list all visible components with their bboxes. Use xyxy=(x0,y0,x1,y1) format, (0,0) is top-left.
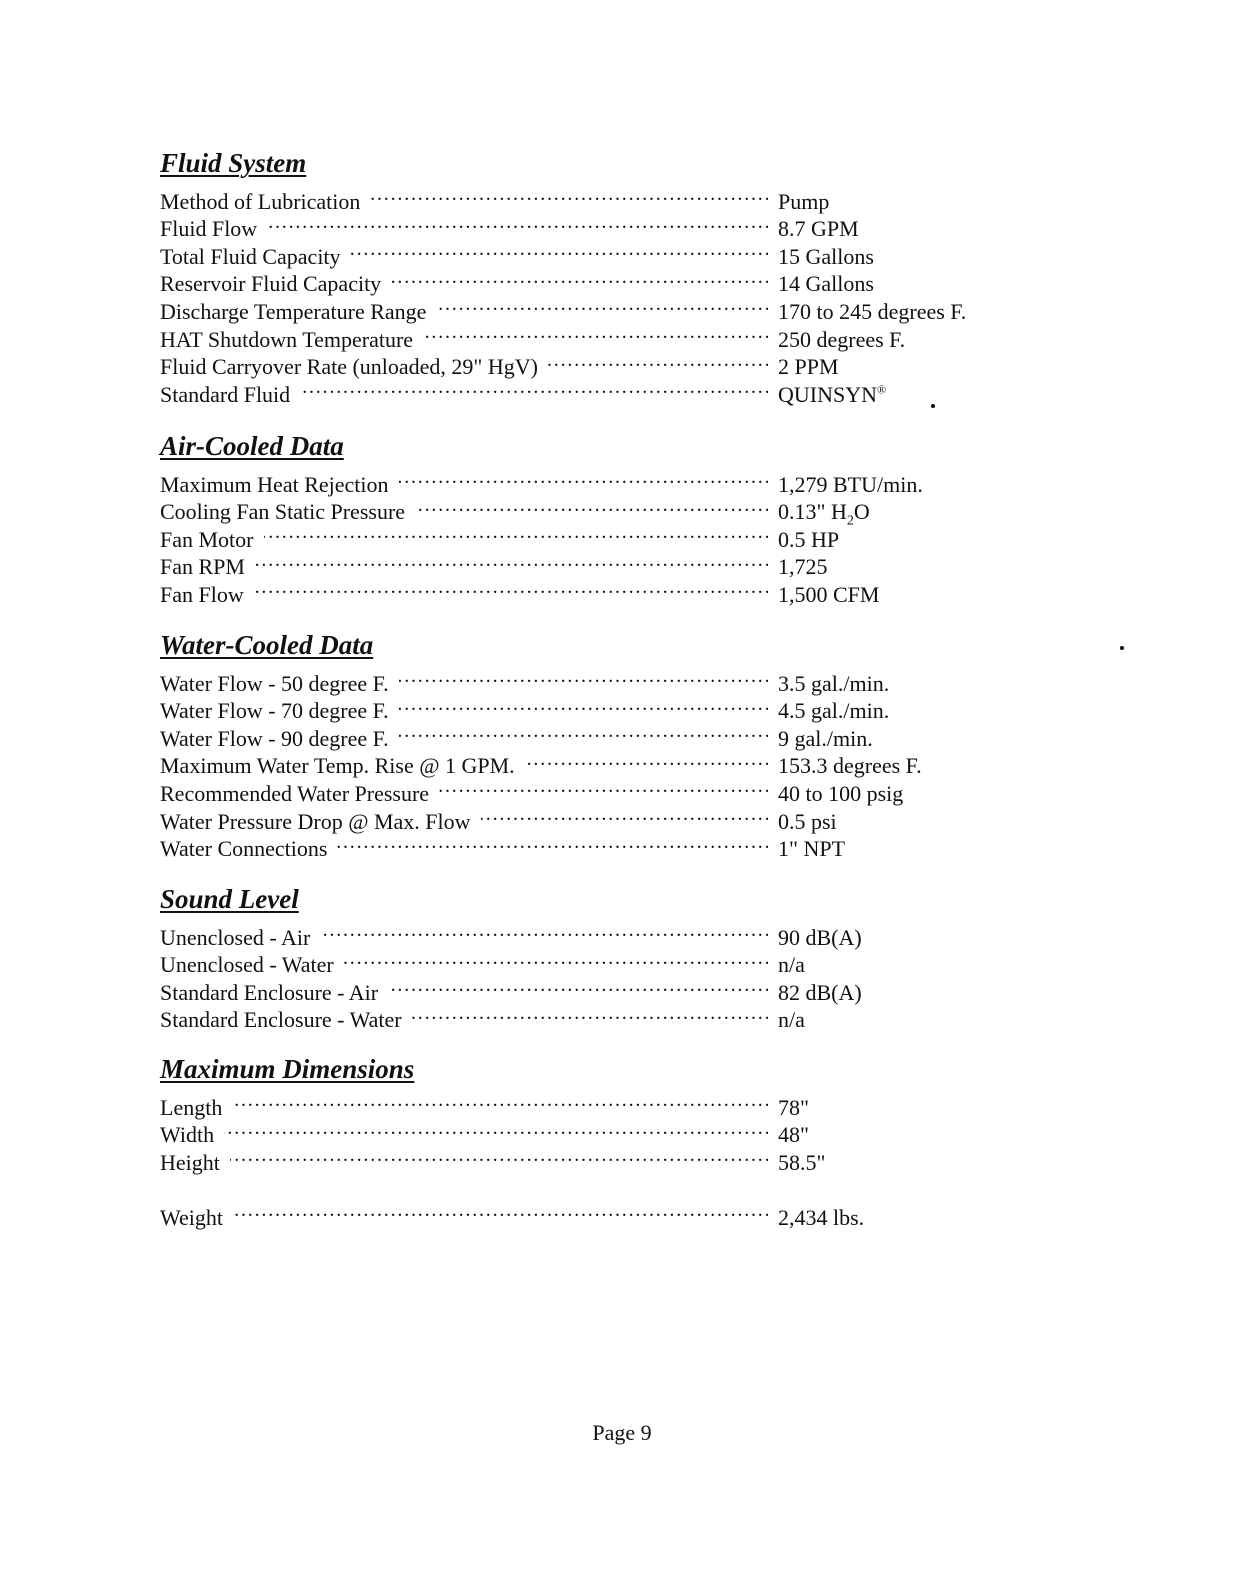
dot-leader xyxy=(300,374,768,402)
spec-value-text: 48" xyxy=(778,1122,809,1148)
spec-value-text: QUINSYN xyxy=(778,381,877,407)
spec-value-text: 1,500 CFM xyxy=(778,581,880,607)
spec-list xyxy=(160,464,990,607)
spec-label: Height xyxy=(160,1149,220,1175)
spec-value xyxy=(778,471,990,499)
spec-label: Fluid Flow xyxy=(160,216,258,242)
spec-value xyxy=(778,553,990,581)
spec-value xyxy=(778,924,990,952)
spec-label: Unenclosed - Air xyxy=(160,924,311,950)
dot-leader xyxy=(436,291,768,319)
spec-value-text: 8.7 GPM xyxy=(778,216,859,242)
spec-value xyxy=(778,979,990,1007)
section-air-cooled-data xyxy=(160,431,990,607)
spec-label: Length xyxy=(160,1094,223,1120)
dot-leader xyxy=(264,519,769,547)
spec-value-text: 1,279 BTU/min. xyxy=(778,471,923,497)
spec-row-weight xyxy=(160,1197,990,1230)
spec-value xyxy=(778,951,990,979)
spec-label: Water Flow - 90 degree F. xyxy=(160,725,389,751)
spec-value-text: 0.5 HP xyxy=(778,526,840,552)
spec-row xyxy=(160,181,990,214)
spec-value-text: 0.13" H xyxy=(778,499,847,525)
spec-value-text: 40 to 100 psig xyxy=(778,780,904,806)
spec-value xyxy=(778,1094,990,1122)
spec-label: Cooling Fan Static Pressure xyxy=(160,499,406,525)
spec-value xyxy=(778,215,990,243)
spec-value-text: 4.5 gal./min. xyxy=(778,698,890,724)
spec-value xyxy=(778,835,990,863)
spec-label: Maximum Water Temp. Rise @ 1 GPM. xyxy=(160,753,515,779)
spec-value-text: 58.5" xyxy=(778,1149,826,1175)
dot-leader xyxy=(399,718,768,746)
spec-label: Method of Lubrication xyxy=(160,188,361,214)
section-title: Maximum Dimensions xyxy=(160,1054,415,1084)
spec-value-text: 170 to 245 degrees F. xyxy=(778,298,967,324)
dot-leader xyxy=(391,264,768,292)
registered-mark: ® xyxy=(877,382,887,397)
dot-leader xyxy=(370,181,768,209)
spec-value-text: 82 dB(A) xyxy=(778,979,862,1005)
spec-value: 2,434 lbs. xyxy=(778,1204,865,1230)
page-number: Page 9 xyxy=(592,1420,652,1445)
spec-value-text: n/a xyxy=(778,1007,805,1033)
dot-leader xyxy=(399,663,768,691)
spec-value-text: 90 dB(A) xyxy=(778,924,862,950)
spec-label: Standard Enclosure - Water xyxy=(160,1007,402,1033)
dot-leader xyxy=(399,691,768,719)
spec-list xyxy=(160,181,990,407)
spec-value-text: 1" NPT xyxy=(778,836,846,862)
spec-row xyxy=(160,464,990,497)
spec-label: Unenclosed - Water xyxy=(160,952,334,978)
spec-list xyxy=(160,663,990,862)
spec-row xyxy=(160,917,990,950)
spec-value xyxy=(778,298,990,326)
spec-label: HAT Shutdown Temperature xyxy=(160,326,414,352)
spec-label: Water Flow - 70 degree F. xyxy=(160,698,389,724)
dot-leader xyxy=(232,1087,768,1115)
spec-label: Standard Enclosure - Air xyxy=(160,979,379,1005)
spec-value-text: 15 Gallons xyxy=(778,243,874,269)
spec-value xyxy=(778,270,990,298)
spec-label: Maximum Heat Rejection xyxy=(160,471,389,497)
spec-label: Water Connections xyxy=(160,836,328,862)
spec-label: Fan Flow xyxy=(160,581,244,607)
spec-label: Water Flow - 50 degree F. xyxy=(160,670,389,696)
spec-value-text: Pump xyxy=(778,188,830,214)
spec-value-tail: O xyxy=(853,499,870,525)
section-title: Air-Cooled Data xyxy=(160,431,344,461)
spec-label: Fan Motor xyxy=(160,526,254,552)
spec-value xyxy=(778,188,990,216)
dot-leader xyxy=(388,972,768,1000)
spec-value-subscript: 2 xyxy=(846,513,854,529)
spec-value xyxy=(778,1006,990,1034)
spec-label: Total Fluid Capacity xyxy=(160,243,341,269)
spec-value-text: 2 PPM xyxy=(778,354,839,380)
section-title: Water-Cooled Data xyxy=(160,630,374,660)
dot-leader xyxy=(344,945,768,973)
dot-leader xyxy=(337,829,768,857)
dot-leader xyxy=(525,746,768,774)
section-water-cooled-data xyxy=(160,630,990,862)
spec-value xyxy=(778,1121,990,1149)
spec-label: Fan RPM xyxy=(160,554,245,580)
dot-leader xyxy=(267,209,768,237)
spec-label: Recommended Water Pressure xyxy=(160,780,430,806)
spec-label: Reservoir Fluid Capacity xyxy=(160,271,382,297)
spec-value xyxy=(778,326,990,354)
spec-value xyxy=(778,780,990,808)
dot-leader xyxy=(224,1115,768,1143)
spec-value xyxy=(778,725,990,753)
dot-leader xyxy=(320,917,768,945)
spec-value xyxy=(778,243,990,271)
dot-leader xyxy=(439,773,768,801)
spec-value-text: 3.5 gal./min. xyxy=(778,670,890,696)
dot-leader xyxy=(351,236,768,264)
spec-value xyxy=(778,353,990,381)
scan-speck xyxy=(1120,646,1124,650)
spec-value xyxy=(778,670,990,698)
spec-value-text: 0.5 psi xyxy=(778,808,837,834)
dot-leader xyxy=(254,574,768,602)
spec-value xyxy=(778,697,990,725)
spec-value-text: n/a xyxy=(778,952,805,978)
dot-leader xyxy=(423,319,768,347)
spec-label: Weight xyxy=(160,1204,223,1230)
section-fluid-system xyxy=(160,148,990,407)
section-maximum-dimensions xyxy=(160,1054,990,1230)
spec-label: Fluid Carryover Rate (unloaded, 29" HgV) xyxy=(160,354,539,380)
spec-value-text: 1,725 xyxy=(778,554,828,580)
spec-list xyxy=(160,917,990,1033)
spec-value xyxy=(778,808,990,836)
spec-row xyxy=(160,663,990,696)
dot-leader xyxy=(255,547,768,575)
dot-leader xyxy=(399,464,769,492)
dot-leader xyxy=(481,801,768,829)
section-title: Fluid System xyxy=(160,148,307,178)
dot-leader xyxy=(233,1197,768,1225)
spec-value-text: 78" xyxy=(778,1094,809,1120)
spec-value-text: 153.3 degrees F. xyxy=(778,753,922,779)
spec-row xyxy=(160,1087,990,1120)
scan-speck xyxy=(931,404,935,408)
section-title: Sound Level xyxy=(160,884,299,914)
spec-label: Width xyxy=(160,1122,215,1148)
spec-value xyxy=(778,498,990,529)
spec-value xyxy=(778,381,990,409)
dot-leader xyxy=(548,347,768,375)
section-sound-level xyxy=(160,884,990,1033)
spec-list xyxy=(160,1087,990,1175)
dot-leader xyxy=(412,1000,768,1028)
spec-value-text: 250 degrees F. xyxy=(778,326,906,352)
dot-leader xyxy=(230,1142,768,1170)
spec-label: Discharge Temperature Range xyxy=(160,298,427,324)
spec-value xyxy=(778,581,990,609)
spec-label: Standard Fluid xyxy=(160,381,291,407)
spec-value xyxy=(778,526,990,554)
spec-value xyxy=(778,1149,990,1177)
dot-leader xyxy=(415,492,768,520)
spec-value xyxy=(778,752,990,780)
spec-label: Water Pressure Drop @ Max. Flow xyxy=(160,808,471,834)
spec-value-text: 9 gal./min. xyxy=(778,725,873,751)
spec-value-text: 14 Gallons xyxy=(778,271,874,297)
